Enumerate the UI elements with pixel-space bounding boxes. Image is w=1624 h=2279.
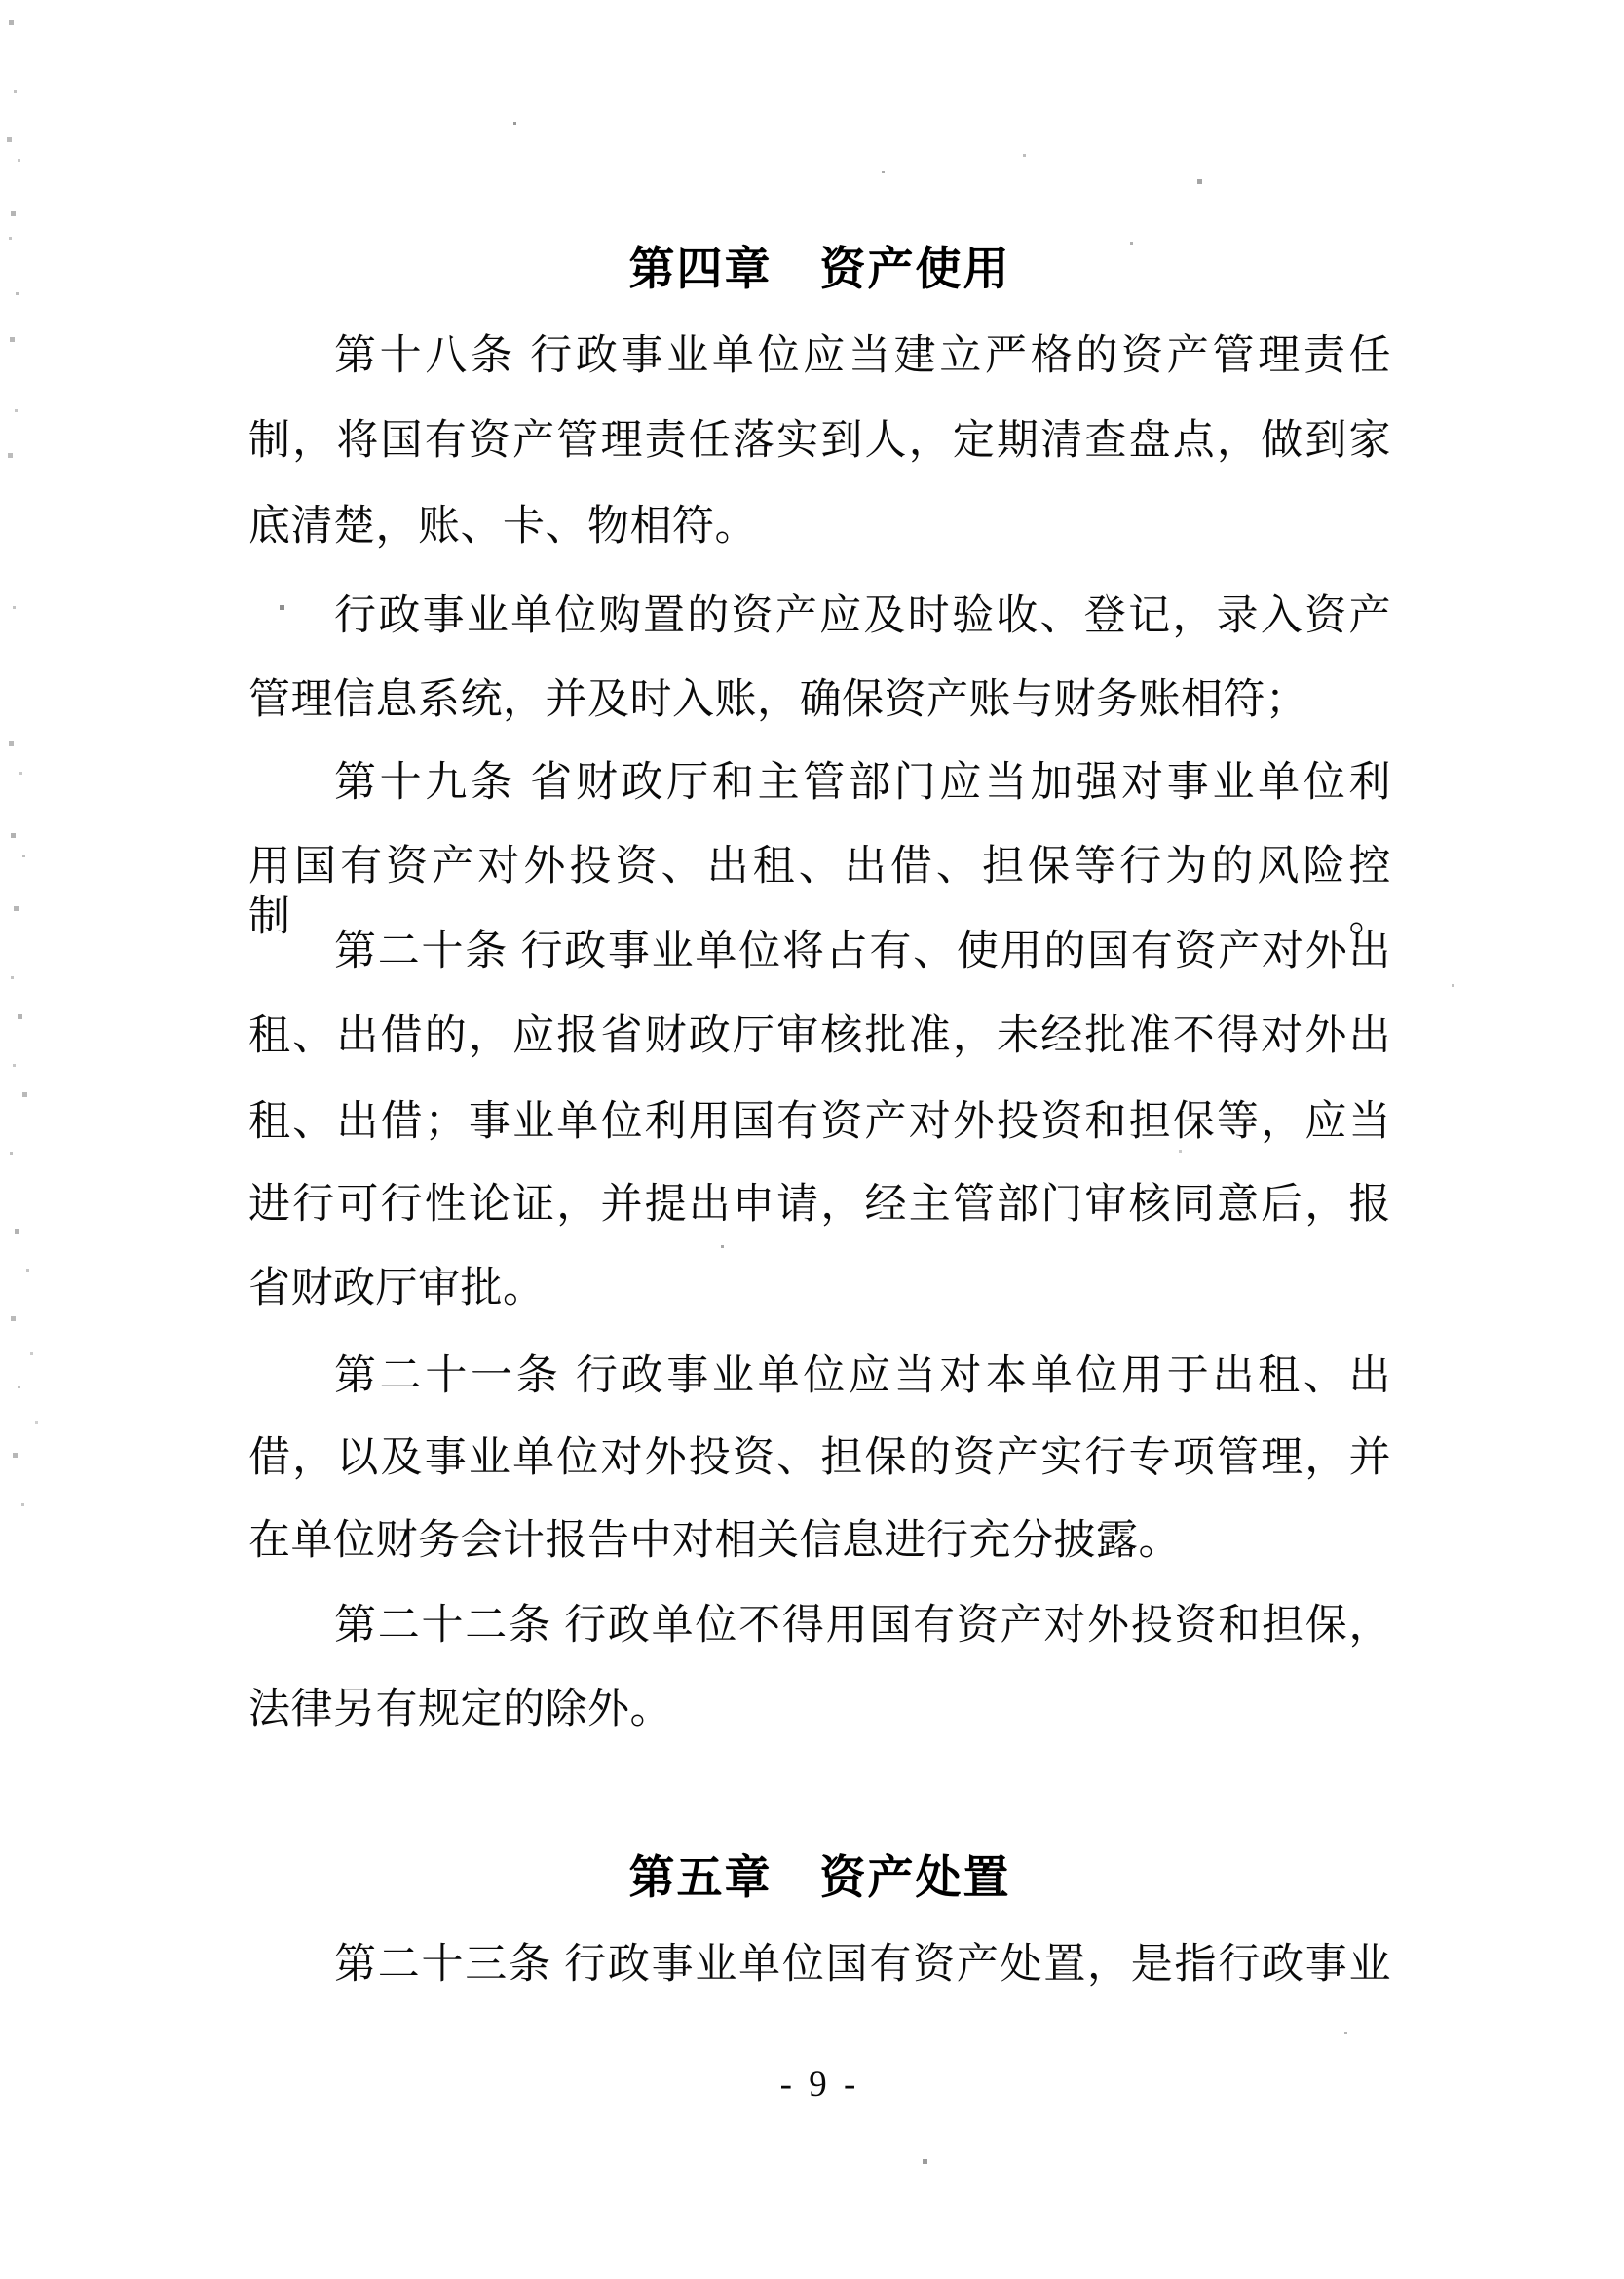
text-line: 用国有资产对外投资、出租、出借、担保等行为的风险控制。 [248,844,1391,940]
text-line: 第十九条 省财政厅和主管部门应当加强对事业单位利 [334,760,1391,806]
text-line: 法律另有规定的除外。 [248,1687,672,1732]
text-line: 底清楚，账、卡、物相符。 [248,504,757,550]
scan-noise-specks [0,0,3,3]
text-line: 制，将国有资产管理责任落实到人，定期清查盘点，做到家 [248,418,1391,464]
chapter-4-heading: 第四章 资产使用 [628,245,1011,295]
text-line: 第十八条 行政事业单位应当建立严格的资产管理责任 [334,333,1391,379]
text-line: 租、出借；事业单位利用国有资产对外投资和担保等，应当 [248,1099,1391,1145]
chapter-5-heading: 第五章 资产处置 [628,1853,1011,1904]
text-line: 第二十条 行政事业单位将占有、使用的国有资产对外出 [334,929,1391,974]
text-line: 租、出借的，应报省财政厅审核批准，未经批准不得对外出 [248,1013,1391,1059]
text-line: 第二十三条 行政事业单位国有资产处置，是指行政事业 [334,1942,1391,1988]
text-line: 在单位财务会计报告中对相关信息进行充分披露。 [248,1518,1181,1564]
text-line: 第二十二条 行政单位不得用国有资产对外投资和担保， [334,1603,1391,1649]
text-line: 借，以及事业单位对外投资、担保的资产实行专项管理，并 [248,1435,1391,1481]
text-line: 管理信息系统，并及时入账，确保资产账与财务账相符； [248,677,1308,723]
page-number: - 9 - [779,2065,860,2105]
text-line: 行政事业单位购置的资产应及时验收、登记，录入资产 [334,593,1391,639]
text-line: 第二十一条 行政事业单位应当对本单位用于出租、出 [334,1353,1391,1399]
text-line: 省财政厅审批。 [248,1266,546,1311]
text-line: 进行可行性论证，并提出申请，经主管部门审核同意后，报 [248,1182,1391,1228]
